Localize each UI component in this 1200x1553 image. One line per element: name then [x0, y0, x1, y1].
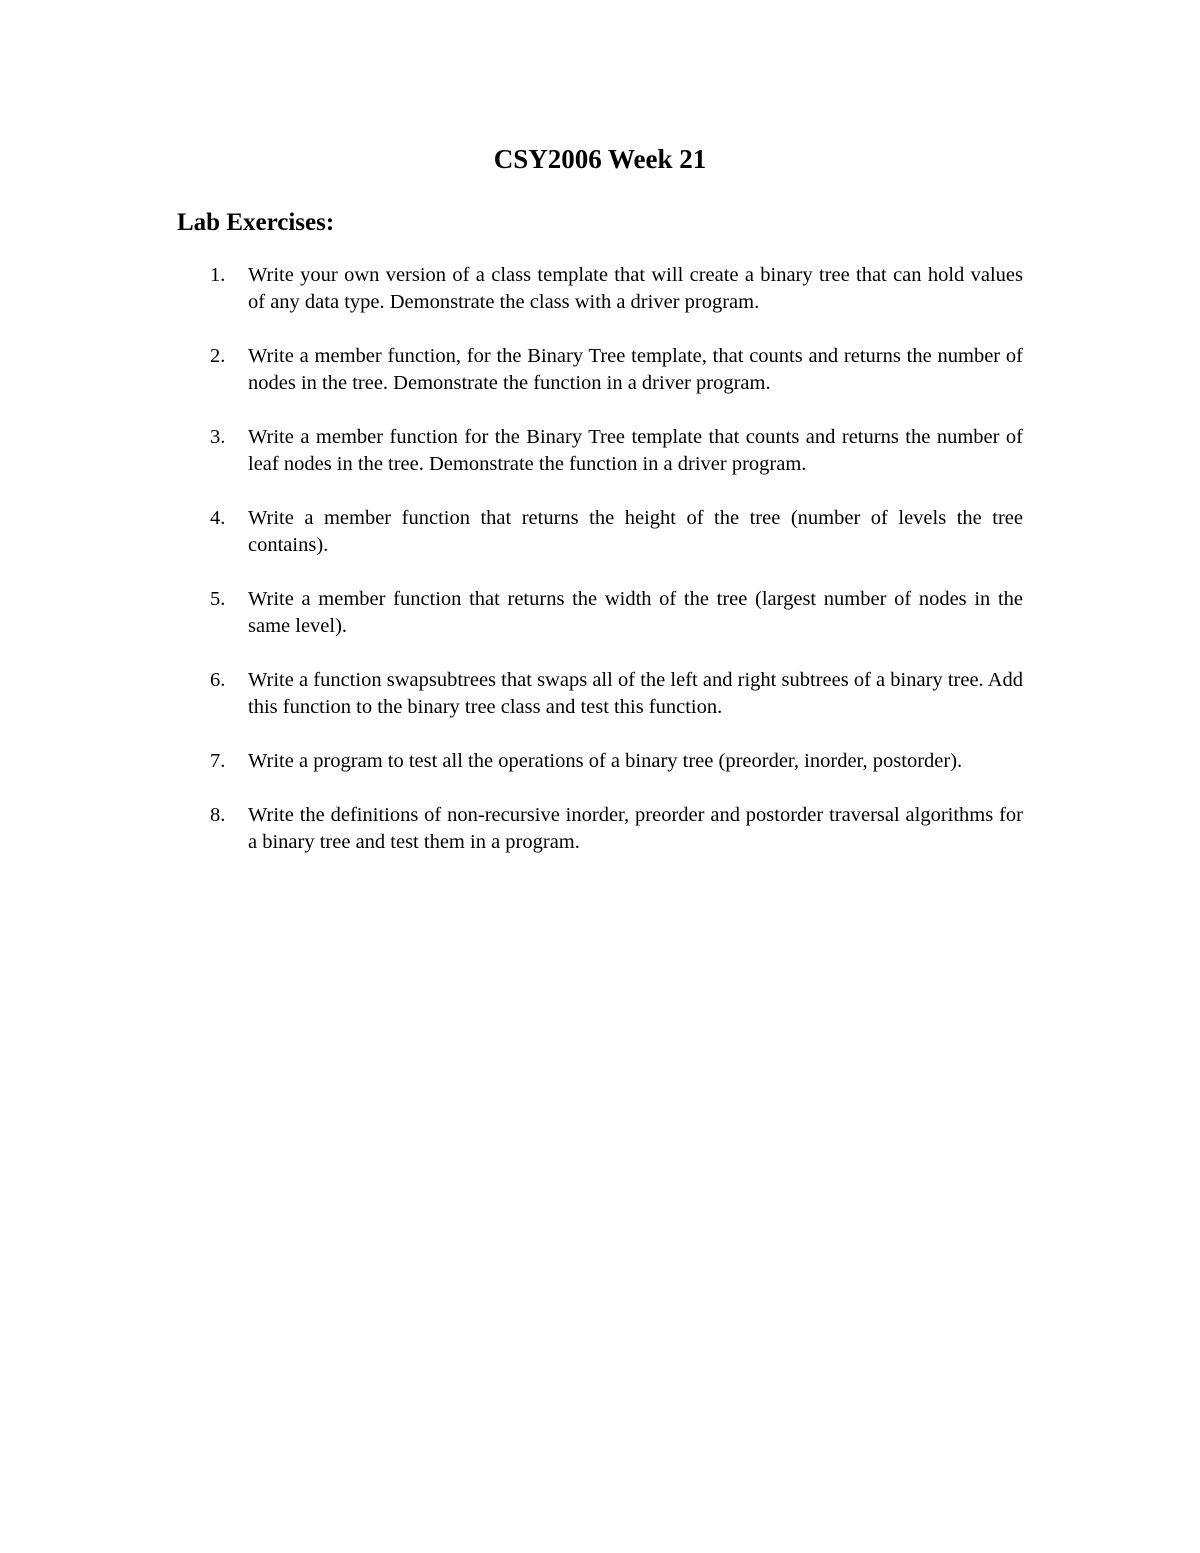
exercise-item — [210, 424, 1023, 478]
exercise-number: 4. — [210, 507, 226, 529]
section-heading: Lab Exercises: — [177, 209, 335, 236]
exercise-text: Write a program to test all the operations of a binary tree (preorder, inorder, postorder). — [248, 750, 963, 772]
exercise-item — [210, 262, 1023, 316]
exercise-item — [210, 748, 1023, 775]
exercise-list — [210, 262, 1023, 883]
exercise-number: 1. — [210, 264, 226, 286]
exercise-number: 6. — [210, 669, 226, 691]
exercise-item — [210, 586, 1023, 640]
exercise-text: Write a member function that returns the height of the tree (number of levels the tree contains). — [248, 507, 1023, 556]
exercise-item — [210, 343, 1023, 397]
exercise-number: 8. — [210, 804, 226, 826]
exercise-text: Write a member function for the Binary Tree template that counts and returns the number of leaf nodes in the tree. Demonstrate the function in a driver program. — [248, 426, 1023, 475]
exercise-number: 7. — [210, 750, 226, 772]
exercise-number: 5. — [210, 588, 226, 610]
exercise-text: Write a function swapsubtrees that swaps all of the left and right subtrees of a binary tree. Add this function to the binary tree class and test this function. — [248, 669, 1023, 718]
exercise-text: Write your own version of a class template that will create a binary tree that can hold values of any data type. Demonstrate the class with a driver program. — [248, 264, 1023, 313]
exercise-item — [210, 802, 1023, 856]
exercise-text: Write a member function, for the Binary Tree template, that counts and returns the number of nodes in the tree. Demonstrate the function in a driver program. — [248, 345, 1023, 394]
exercise-text: Write a member function that returns the width of the tree (largest number of nodes in the same level). — [248, 588, 1023, 637]
document-title: CSY2006 Week 21 — [493, 144, 707, 174]
exercise-item — [210, 505, 1023, 559]
exercise-number: 3. — [210, 426, 226, 448]
exercise-text: Write the definitions of non-recursive inorder, preorder and postorder traversal algorithms for a binary tree and test them in a program. — [248, 804, 1023, 853]
exercise-item — [210, 667, 1023, 721]
exercise-number: 2. — [210, 345, 226, 367]
